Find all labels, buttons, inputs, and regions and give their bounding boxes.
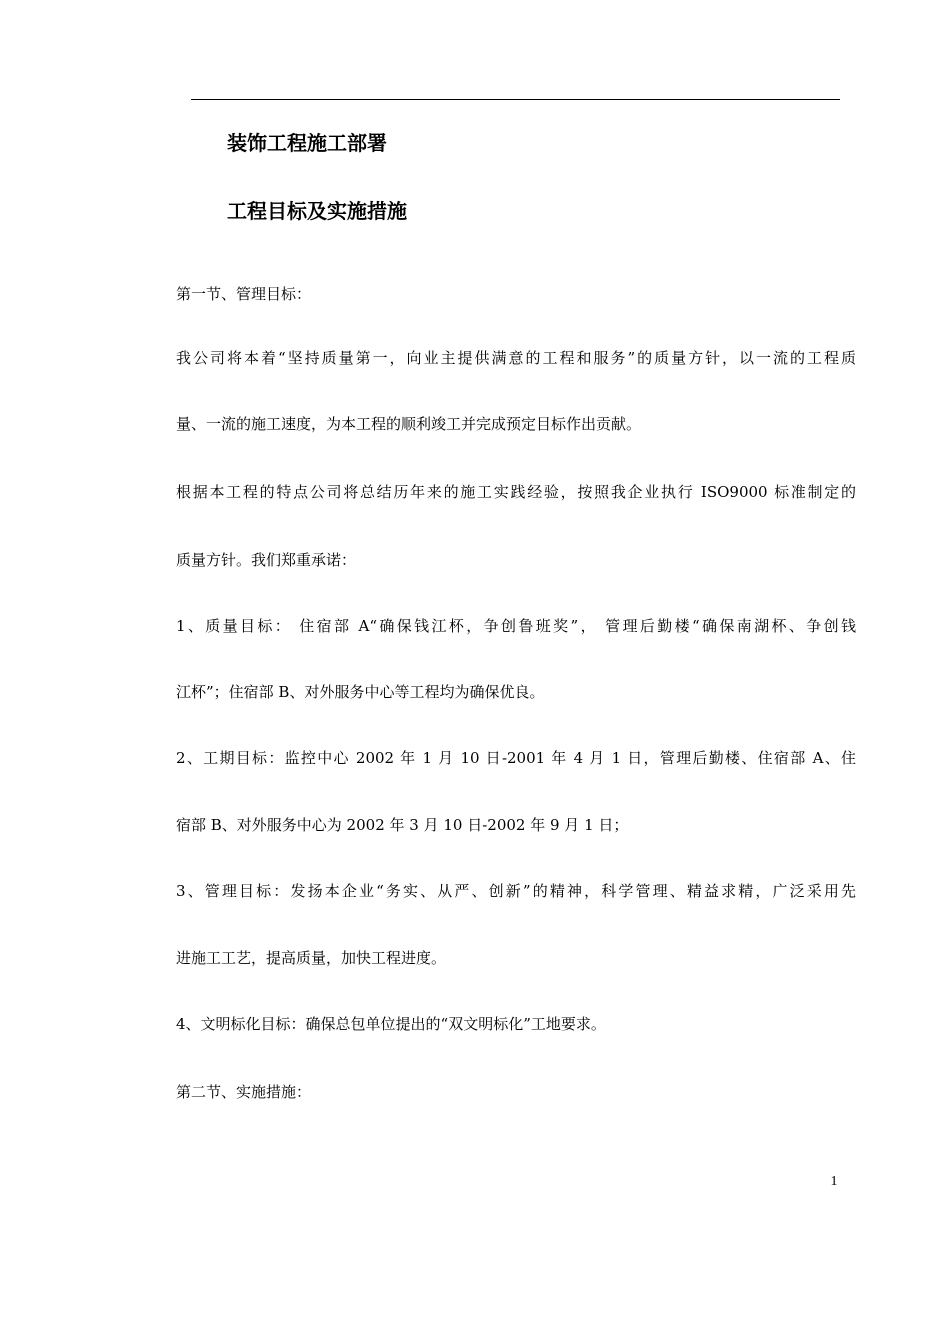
paragraph-line: 质量方针。我们郑重承诺： [176,551,357,569]
paragraph-line: 3、管理目标：发扬本企业“务实、从严、创新”的精神，科学管理、精益求精，广泛采用先 [176,882,856,900]
section-2-heading: 第二节、实施措施： [176,1083,312,1101]
section-1-heading: 第一节、管理目标： [176,285,312,303]
document-title: 装饰工程施工部署 [227,131,387,155]
paragraph-line: 根据本工程的特点公司将总结历年来的施工实践经验，按照我企业执行 ISO9000 标准制定的 [176,483,856,501]
paragraph-line: 宿部 B、对外服务中心为 2002 年 3 月 10 日-2002 年 9 月 1 日； [176,816,629,834]
page-number: 1 [830,1174,838,1189]
paragraph-line: 4、文明标化目标：确保总包单位提出的“双文明标化”工地要求。 [176,1015,606,1033]
paragraph-line: 2、工期目标：监控中心 2002 年 1 月 10 日-2001 年 4 月 1 日，管理后勤楼、住宿部 A、住 [176,749,856,767]
paragraph-line: 量、一流的施工速度，为本工程的顺利竣工并完成预定目标作出贡献。 [176,415,642,433]
paragraph-line: 我公司将本着“坚持质量第一，向业主提供满意的工程和服务”的质量方针，以一流的工程质 [176,349,856,367]
paragraph-line: 进施工工艺，提高质量，加快工程进度。 [176,949,447,967]
header-rule [191,99,840,100]
paragraph-line: 1、质量目标： 住宿部 A“确保钱江杯，争创鲁班奖”， 管理后勤楼“确保南湖杯、争创钱 [176,617,856,635]
paragraph-line: 江杯”；住宿部 B、对外服务中心等工程均为确保优良。 [176,683,545,701]
document-subtitle: 工程目标及实施措施 [227,199,407,223]
